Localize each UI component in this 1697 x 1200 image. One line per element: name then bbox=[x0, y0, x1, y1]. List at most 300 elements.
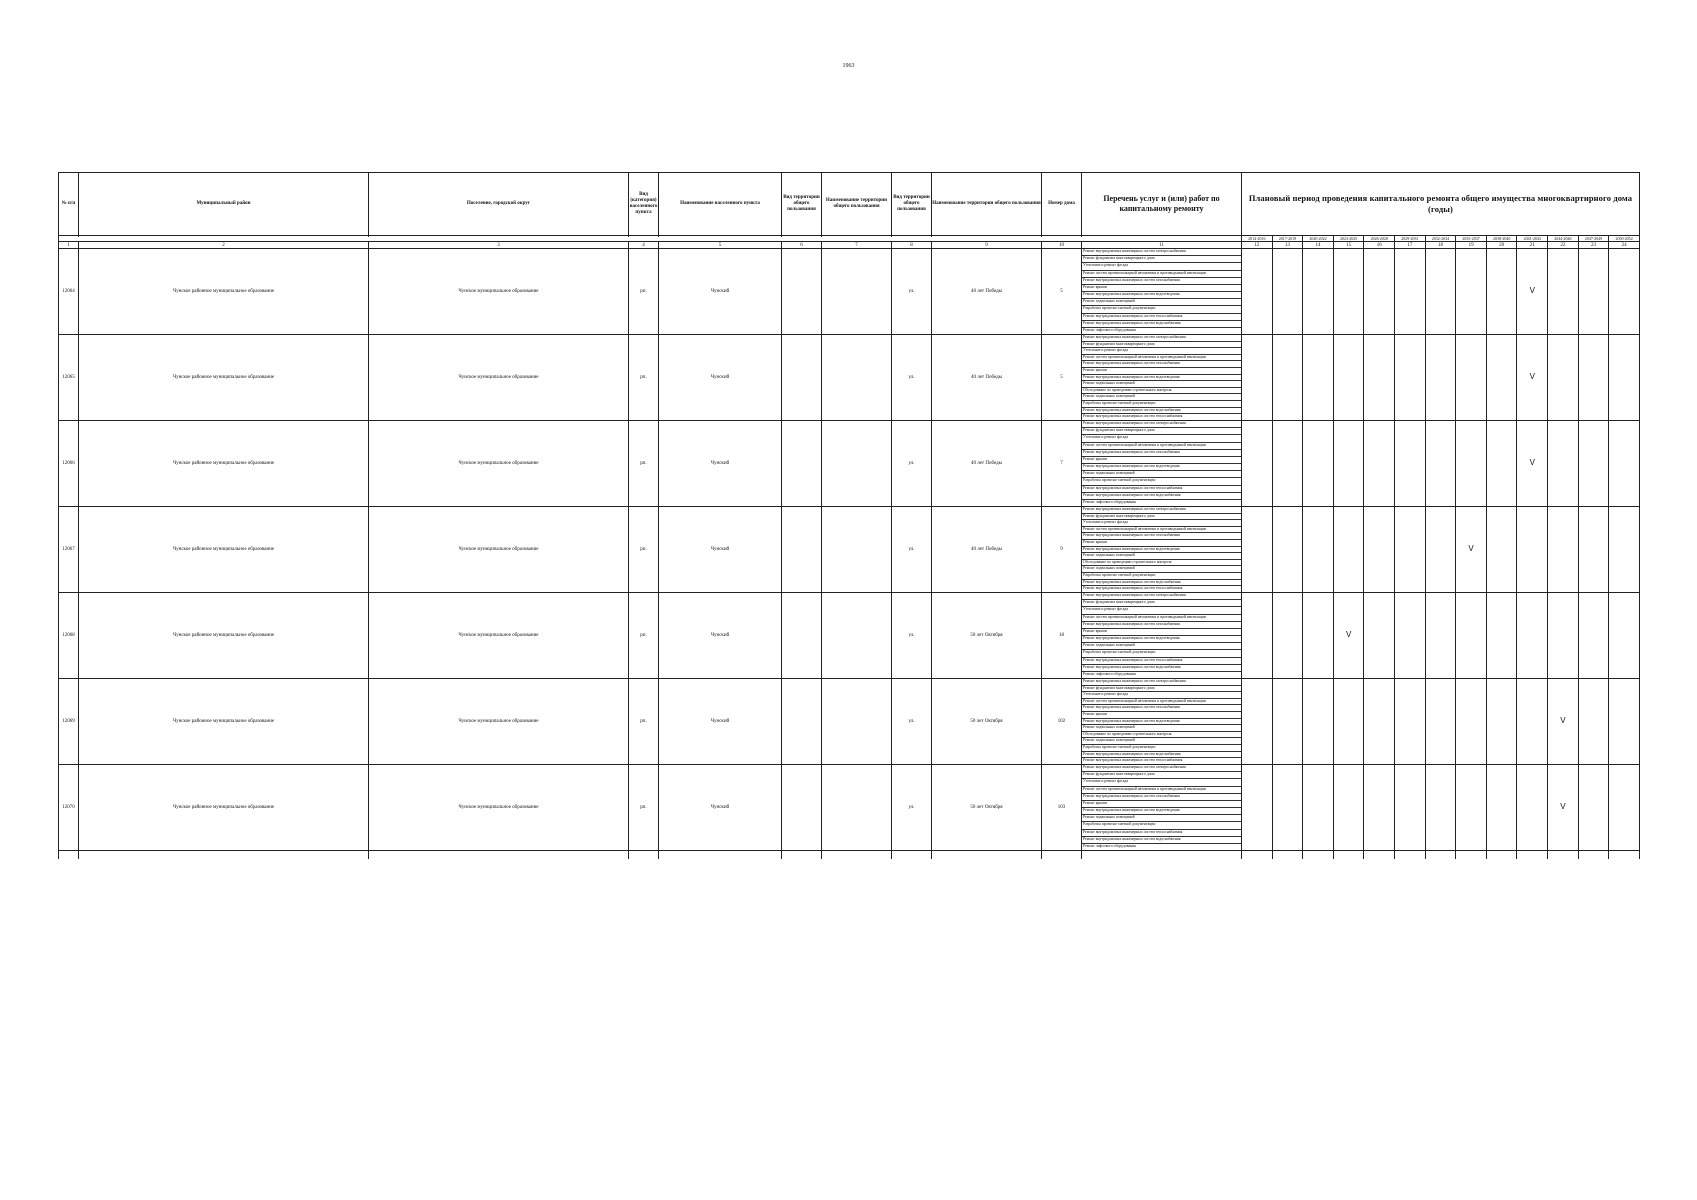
works-item: Ремонт внутридомовых инженерных систем теплоснабжения bbox=[1082, 314, 1241, 321]
continued-cell bbox=[1517, 851, 1548, 860]
works-list bbox=[1082, 249, 1241, 334]
col-number-5: 5 bbox=[659, 242, 782, 249]
period-cell bbox=[1456, 507, 1487, 593]
col-number-12: 12 bbox=[1242, 242, 1273, 249]
continued-cell bbox=[79, 851, 369, 860]
period-cell bbox=[1609, 249, 1640, 335]
period-cell bbox=[1333, 507, 1364, 593]
works-item: Ремонт внутридомовых инженерных систем водоотведения bbox=[1082, 808, 1241, 815]
works-item: Ремонт крыши bbox=[1082, 801, 1241, 808]
works-item: Ремонт фундамента многоквартирного дома bbox=[1082, 342, 1241, 349]
settlement-cell: Чунское муниципальное образование bbox=[369, 765, 629, 851]
territory-name-cell bbox=[822, 765, 892, 851]
works-item: Ремонт внутридомовых инженерных систем теплоснабжения bbox=[1083, 586, 1183, 591]
period-cell bbox=[1303, 421, 1334, 507]
territory-name-cell bbox=[822, 679, 892, 765]
period-cell bbox=[1517, 679, 1548, 765]
works-item: Разработка проектно-сметной документации bbox=[1082, 306, 1241, 313]
col-number-24: 24 bbox=[1609, 242, 1640, 249]
works-item: Ремонт фундамента многоквартирного дома bbox=[1082, 686, 1241, 693]
works-item: Ремонт внутридомовых инженерных систем газоснабжения bbox=[1082, 794, 1241, 801]
period-cell bbox=[1395, 679, 1426, 765]
period-cell bbox=[1303, 593, 1334, 679]
works-item: Ремонт внутридомовых инженерных систем водоотведения bbox=[1082, 292, 1241, 299]
continued-cell bbox=[629, 851, 659, 860]
period-cell bbox=[1333, 679, 1364, 765]
works-item: Ремонт систем противопожарной автоматики и противодымной вентиляции bbox=[1082, 355, 1241, 362]
period-cell bbox=[1609, 679, 1640, 765]
locality-type-cell: рп. bbox=[629, 765, 659, 851]
territory-name-cell bbox=[822, 421, 892, 507]
header-locality-type: Вид (категория) населенного пункта bbox=[629, 173, 659, 236]
header-territory-name: Наименование территории общего пользования bbox=[822, 173, 892, 236]
works-item: Ремонт внутридомовых инженерных систем водоотведения bbox=[1082, 636, 1241, 643]
works-item: Ремонт крыши bbox=[1082, 285, 1241, 292]
district-cell: Чунское районное муниципальное образование bbox=[79, 765, 369, 851]
period-cell bbox=[1242, 507, 1273, 593]
period-cell bbox=[1517, 335, 1548, 421]
works-item: Ремонт систем противопожарной автоматики и противодымной вентиляции bbox=[1082, 271, 1241, 278]
period-cell bbox=[1548, 421, 1579, 507]
continued-cell bbox=[1303, 851, 1334, 860]
territory-type-cell bbox=[782, 421, 822, 507]
settlement-cell: Чунское муниципальное образование bbox=[369, 679, 629, 765]
table-row-continued bbox=[59, 851, 1640, 860]
col-number-20: 20 bbox=[1486, 242, 1517, 249]
period-cell bbox=[1456, 421, 1487, 507]
period-2020-2022: 2020-2022 bbox=[1303, 236, 1334, 242]
period-cell bbox=[1486, 593, 1517, 679]
territory-name2-cell: 50 лет Октября bbox=[932, 679, 1042, 765]
period-cell bbox=[1303, 249, 1334, 335]
repair-mark: V bbox=[1529, 371, 1535, 381]
period-cell bbox=[1364, 421, 1395, 507]
continued-cell bbox=[1042, 851, 1082, 860]
works-item: Ремонт внутридомовых инженерных систем водоотведения bbox=[1082, 719, 1241, 726]
works-item: Ремонт внутридомовых инженерных систем водоснабжения bbox=[1082, 408, 1241, 415]
works-list bbox=[1082, 593, 1241, 678]
header-district: Муниципальный район bbox=[79, 173, 369, 236]
period-cell bbox=[1548, 679, 1579, 765]
territory-type2-cell: ул. bbox=[892, 249, 932, 335]
period-cell bbox=[1303, 765, 1334, 851]
works-item: Разработка проектно-сметной документации bbox=[1082, 573, 1241, 580]
works-cell bbox=[1082, 421, 1242, 507]
works-item: Утепление и ремонт фасада bbox=[1082, 263, 1241, 270]
period-cell bbox=[1548, 593, 1579, 679]
period-cell bbox=[1548, 335, 1579, 421]
period-cell bbox=[1456, 765, 1487, 851]
continued-cell bbox=[1578, 851, 1609, 860]
period-cell bbox=[1517, 249, 1548, 335]
period-cell bbox=[1425, 421, 1456, 507]
period-cell bbox=[1456, 679, 1487, 765]
period-cell bbox=[1517, 765, 1548, 851]
period-cell bbox=[1242, 421, 1273, 507]
period-cell bbox=[1578, 249, 1609, 335]
territory-name-cell bbox=[822, 335, 892, 421]
works-item: Ремонт фундамента многоквартирного дома bbox=[1082, 514, 1241, 521]
table-row bbox=[59, 421, 1640, 507]
period-cell bbox=[1272, 421, 1303, 507]
works-item: Ремонт внутридомовых инженерных систем водоотведения bbox=[1082, 464, 1241, 471]
capital-repair-table bbox=[58, 172, 1640, 859]
continued-cell bbox=[1272, 851, 1303, 860]
header-territory-type2: Вид территории общего пользования bbox=[892, 173, 932, 236]
repair-mark: V bbox=[1560, 715, 1566, 725]
territory-name-cell bbox=[822, 507, 892, 593]
header-works: Перечень услуг и (или) работ по капитальному ремонту bbox=[1082, 173, 1242, 236]
period-cell bbox=[1333, 335, 1364, 421]
works-cell bbox=[1082, 335, 1242, 421]
works-item: Ремонт подвальных помещений bbox=[1082, 725, 1241, 732]
works-item: Ремонт внутридомовых инженерных систем электроснабжения bbox=[1082, 507, 1241, 514]
header-territory-name2: Наименование территории общего пользования bbox=[932, 173, 1042, 236]
period-cell bbox=[1609, 593, 1640, 679]
continued-cell bbox=[659, 851, 782, 860]
territory-type2-cell: ул. bbox=[892, 421, 932, 507]
period-cell bbox=[1364, 249, 1395, 335]
col-number-7: 7 bbox=[822, 242, 892, 249]
period-cell bbox=[1303, 679, 1334, 765]
period-cell bbox=[1272, 335, 1303, 421]
period-cell bbox=[1609, 335, 1640, 421]
works-item: Утепление и ремонт фасада bbox=[1082, 607, 1241, 614]
settlement-cell: Чунское муниципальное образование bbox=[369, 335, 629, 421]
works-item: Ремонт внутридомовых инженерных систем теплоснабжения bbox=[1082, 486, 1241, 493]
col-number-10: 10 bbox=[1042, 242, 1082, 249]
row-number: 12070 bbox=[59, 765, 79, 851]
period-cell bbox=[1272, 249, 1303, 335]
works-cell bbox=[1082, 765, 1242, 851]
period-cell bbox=[1486, 421, 1517, 507]
locality-type-cell: рп. bbox=[629, 593, 659, 679]
repair-mark: V bbox=[1529, 285, 1535, 295]
period-2035-2037: 2035-2037 bbox=[1456, 236, 1487, 242]
period-cell bbox=[1609, 507, 1640, 593]
works-cell bbox=[1082, 679, 1242, 765]
works-item: Разработка проектно-сметной документации bbox=[1082, 822, 1241, 829]
period-cell bbox=[1548, 765, 1579, 851]
territory-type2-cell: ул. bbox=[892, 679, 932, 765]
period-cell bbox=[1333, 593, 1364, 679]
continued-cell bbox=[1456, 851, 1487, 860]
header-num: № п/п bbox=[59, 173, 79, 236]
works-item: Ремонт подвальных помещений bbox=[1082, 815, 1241, 822]
period-2026-2028: 2026-2028 bbox=[1364, 236, 1395, 242]
col-number-16: 16 bbox=[1364, 242, 1395, 249]
header-territory-type: Вид территории общего пользования bbox=[782, 173, 822, 236]
works-item: Ремонт подвальных помещений bbox=[1082, 381, 1241, 388]
territory-name2-cell: 40 лет Победы bbox=[932, 507, 1042, 593]
repair-mark: V bbox=[1345, 629, 1352, 639]
territory-type-cell bbox=[782, 507, 822, 593]
period-cell bbox=[1272, 765, 1303, 851]
table-header bbox=[59, 173, 1640, 249]
repair-mark: V bbox=[1529, 457, 1535, 467]
locality-name-cell: Чунский bbox=[659, 765, 782, 851]
territory-name2-cell: 40 лет Победы bbox=[932, 335, 1042, 421]
works-list bbox=[1082, 679, 1241, 764]
period-2041-2043: 2041-2043 bbox=[1517, 236, 1548, 242]
col-number-8: 8 bbox=[892, 242, 932, 249]
works-item: Ремонт подвальных помещений bbox=[1082, 738, 1241, 745]
period-cell bbox=[1578, 593, 1609, 679]
table-row bbox=[59, 765, 1640, 851]
period-cell bbox=[1303, 335, 1334, 421]
locality-name-cell: Чунский bbox=[659, 249, 782, 335]
period-cell bbox=[1456, 249, 1487, 335]
territory-name-cell bbox=[822, 593, 892, 679]
territory-type2-cell: ул. bbox=[892, 593, 932, 679]
works-item: Ремонт внутридомовых инженерных систем электроснабжения bbox=[1082, 421, 1241, 428]
works-list bbox=[1082, 335, 1241, 420]
works-item: Обследование по проведению строительного контроля bbox=[1082, 388, 1241, 395]
works-item: Ремонт фундамента многоквартирного дома bbox=[1082, 772, 1241, 779]
works-item: Обследование по проведению строительного контроля bbox=[1082, 560, 1241, 567]
district-cell: Чунское районное муниципальное образование bbox=[79, 507, 369, 593]
continued-cell bbox=[1242, 851, 1273, 860]
works-item: Ремонт внутридомовых инженерных систем теплоснабжения bbox=[1082, 658, 1241, 665]
row-number: 12069 bbox=[59, 679, 79, 765]
territory-type-cell bbox=[782, 765, 822, 851]
continued-cell bbox=[1333, 851, 1364, 860]
continued-cell bbox=[1548, 851, 1579, 860]
period-cell bbox=[1609, 421, 1640, 507]
works-item: Ремонт крыши bbox=[1082, 368, 1241, 375]
locality-type-cell: рп. bbox=[629, 421, 659, 507]
period-cell bbox=[1486, 335, 1517, 421]
territory-name2-cell: 50 лет Октября bbox=[932, 765, 1042, 851]
district-cell: Чунское районное муниципальное образование bbox=[79, 593, 369, 679]
period-2038-2040: 2038-2040 bbox=[1486, 236, 1517, 242]
period-cell bbox=[1395, 335, 1426, 421]
header-period: Плановый период проведения капитального ремонта общего имущества многоквартирного дома (годы) bbox=[1242, 173, 1640, 236]
works-item: Ремонт внутридомовых инженерных систем водоснабжения bbox=[1082, 321, 1241, 328]
territory-type2-cell: ул. bbox=[892, 507, 932, 593]
works-item: Разработка проектно-сметной документации bbox=[1082, 745, 1241, 752]
works-item: Разработка проектно-сметной документации bbox=[1082, 478, 1241, 485]
territory-name2-cell: 50 лет Октября bbox=[932, 593, 1042, 679]
continued-cell bbox=[1395, 851, 1426, 860]
period-cell bbox=[1578, 679, 1609, 765]
territory-type-cell bbox=[782, 249, 822, 335]
period-2050-2052: 2050-2052 bbox=[1609, 236, 1640, 242]
works-item: Ремонт фундамента многоквартирного дома bbox=[1082, 256, 1241, 263]
locality-type-cell: рп. bbox=[629, 679, 659, 765]
works-item: Обследование по проведению строительного контроля bbox=[1082, 732, 1241, 739]
period-cell bbox=[1395, 421, 1426, 507]
works-item: Ремонт внутридомовых инженерных систем водоотведения bbox=[1082, 375, 1241, 382]
col-number-22: 22 bbox=[1548, 242, 1579, 249]
period-2023-2025: 2023-2025 bbox=[1333, 236, 1364, 242]
period-cell bbox=[1364, 335, 1395, 421]
works-item: Ремонт внутридомовых инженерных систем теплоснабжения bbox=[1083, 414, 1183, 419]
works-item: Ремонт внутридомовых инженерных систем водоотведения bbox=[1082, 547, 1241, 554]
works-cell bbox=[1082, 593, 1242, 679]
works-item: Ремонт внутридомовых инженерных систем электроснабжения bbox=[1082, 765, 1241, 772]
works-item: Ремонт внутридомовых инженерных систем водоснабжения bbox=[1082, 837, 1241, 844]
settlement-cell: Чунское муниципальное образование bbox=[369, 593, 629, 679]
period-cell bbox=[1486, 507, 1517, 593]
locality-name-cell: Чунский bbox=[659, 593, 782, 679]
house-number-cell: 18 bbox=[1042, 593, 1082, 679]
period-cell bbox=[1517, 593, 1548, 679]
period-cell bbox=[1242, 765, 1273, 851]
works-item: Ремонт систем противопожарной автоматики и противодымной вентиляции bbox=[1082, 443, 1241, 450]
header-house-num: Номер дома bbox=[1042, 173, 1082, 236]
works-item: Утепление и ремонт фасада bbox=[1082, 520, 1241, 527]
house-number-cell: 103 bbox=[1042, 765, 1082, 851]
period-cell bbox=[1364, 507, 1395, 593]
repair-mark: V bbox=[1560, 801, 1566, 811]
works-item: Ремонт фундамента многоквартирного дома bbox=[1082, 600, 1241, 607]
period-2032-2034: 2032-2034 bbox=[1425, 236, 1456, 242]
period-cell bbox=[1517, 507, 1548, 593]
works-item: Ремонт внутридомовых инженерных систем газоснабжения bbox=[1082, 705, 1241, 712]
works-item: Ремонт внутридомовых инженерных систем водоснабжения bbox=[1082, 752, 1241, 759]
period-cell bbox=[1333, 421, 1364, 507]
period-cell bbox=[1364, 679, 1395, 765]
period-cell bbox=[1578, 335, 1609, 421]
col-number-1: 1 bbox=[59, 242, 79, 249]
territory-type2-cell: ул. bbox=[892, 765, 932, 851]
works-item: Ремонт систем противопожарной автоматики и противодымной вентиляции bbox=[1082, 615, 1241, 622]
continued-cell bbox=[1609, 851, 1640, 860]
works-item: Ремонт крыши bbox=[1082, 540, 1241, 547]
period-cell bbox=[1486, 679, 1517, 765]
col-number-18: 18 bbox=[1425, 242, 1456, 249]
period-cell bbox=[1578, 765, 1609, 851]
works-item: Ремонт систем противопожарной автоматики и противодымной вентиляции bbox=[1082, 787, 1241, 794]
territory-type-cell bbox=[782, 593, 822, 679]
works-list bbox=[1082, 765, 1241, 850]
works-item: Ремонт внутридомовых инженерных систем газоснабжения bbox=[1082, 278, 1241, 285]
works-item: Утепление и ремонт фасада bbox=[1082, 692, 1241, 699]
period-cell bbox=[1548, 249, 1579, 335]
works-item: Утепление и ремонт фасада bbox=[1082, 348, 1241, 355]
col-number-17: 17 bbox=[1395, 242, 1426, 249]
period-cell bbox=[1425, 679, 1456, 765]
works-item: Ремонт подвальных помещений bbox=[1082, 394, 1241, 401]
continued-cell bbox=[59, 851, 79, 860]
locality-type-cell: рп. bbox=[629, 249, 659, 335]
settlement-cell: Чунское муниципальное образование bbox=[369, 249, 629, 335]
works-item: Утепление и ремонт фасада bbox=[1082, 435, 1241, 442]
period-cell bbox=[1333, 249, 1364, 335]
repair-mark: V bbox=[1468, 543, 1474, 553]
col-number-19: 19 bbox=[1456, 242, 1487, 249]
page-number: 1963 bbox=[842, 63, 855, 69]
works-item: Ремонт подвальных помещений bbox=[1082, 471, 1241, 478]
period-cell bbox=[1303, 507, 1334, 593]
house-number-cell: 5 bbox=[1042, 335, 1082, 421]
col-number-21: 21 bbox=[1517, 242, 1548, 249]
works-item: Ремонт крыши bbox=[1082, 712, 1241, 719]
period-cell bbox=[1395, 765, 1426, 851]
house-number-cell: 102 bbox=[1042, 679, 1082, 765]
works-item: Ремонт внутридомовых инженерных систем газоснабжения bbox=[1082, 450, 1241, 457]
col-number-3: 3 bbox=[369, 242, 629, 249]
works-item: Ремонт систем противопожарной автоматики и противодымной вентиляции bbox=[1082, 527, 1241, 534]
period-cell bbox=[1425, 593, 1456, 679]
works-item: Ремонт подвальных помещений bbox=[1082, 566, 1241, 573]
col-number-15: 15 bbox=[1333, 242, 1364, 249]
works-item: Ремонт внутридомовых инженерных систем водоснабжения bbox=[1082, 665, 1241, 672]
works-cell bbox=[1082, 249, 1242, 335]
period-cell bbox=[1364, 765, 1395, 851]
territory-name2-cell: 40 лет Победы bbox=[932, 249, 1042, 335]
works-item: Ремонт подвальных помещений bbox=[1082, 643, 1241, 650]
territory-type-cell bbox=[782, 335, 822, 421]
period-2014-2016: 2014-2016 bbox=[1242, 236, 1273, 242]
continued-cell bbox=[369, 851, 629, 860]
works-item: Ремонт систем противопожарной автоматики и противодымной вентиляции bbox=[1082, 699, 1241, 706]
works-item: Ремонт внутридомовых инженерных систем электроснабжения bbox=[1082, 593, 1241, 600]
row-number: 12068 bbox=[59, 593, 79, 679]
header-locality-name: Наименование населенного пункта bbox=[659, 173, 782, 236]
works-item: Ремонт подвальных помещений bbox=[1082, 553, 1241, 560]
territory-type-cell bbox=[782, 679, 822, 765]
period-cell bbox=[1486, 765, 1517, 851]
continued-cell bbox=[1425, 851, 1456, 860]
house-number-cell: 9 bbox=[1042, 507, 1082, 593]
continued-cell bbox=[1364, 851, 1395, 860]
works-item: Ремонт внутридомовых инженерных систем теплоснабжения bbox=[1083, 758, 1183, 763]
col-number-2: 2 bbox=[79, 242, 369, 249]
period-cell bbox=[1395, 507, 1426, 593]
works-item: Ремонт крыши bbox=[1082, 629, 1241, 636]
period-cell bbox=[1242, 593, 1273, 679]
period-cell bbox=[1272, 593, 1303, 679]
row-number: 12065 bbox=[59, 335, 79, 421]
period-cell bbox=[1486, 249, 1517, 335]
works-cell bbox=[1082, 507, 1242, 593]
table-row bbox=[59, 335, 1640, 421]
table-row bbox=[59, 507, 1640, 593]
continued-cell bbox=[932, 851, 1042, 860]
works-item: Ремонт внутридомовых инженерных систем водоснабжения bbox=[1082, 580, 1241, 587]
works-item: Ремонт внутридомовых инженерных систем электроснабжения bbox=[1082, 249, 1241, 256]
table-body bbox=[59, 249, 1640, 860]
locality-type-cell: рп. bbox=[629, 507, 659, 593]
works-item: Ремонт внутридомовых инженерных систем водоснабжения bbox=[1082, 493, 1241, 500]
period-2017-2019: 2017-2019 bbox=[1272, 236, 1303, 242]
period-cell bbox=[1456, 335, 1487, 421]
works-item: Утепление и ремонт фасада bbox=[1082, 779, 1241, 786]
period-cell bbox=[1425, 765, 1456, 851]
locality-name-cell: Чунский bbox=[659, 335, 782, 421]
settlement-cell: Чунское муниципальное образование bbox=[369, 421, 629, 507]
col-number-13: 13 bbox=[1272, 242, 1303, 249]
continued-cell bbox=[822, 851, 892, 860]
works-item: Ремонт лифтового оборудования bbox=[1083, 499, 1136, 504]
continued-cell bbox=[1486, 851, 1517, 860]
period-cell bbox=[1425, 249, 1456, 335]
continued-cell bbox=[782, 851, 822, 860]
settlement-cell: Чунское муниципальное образование bbox=[369, 507, 629, 593]
period-cell bbox=[1609, 765, 1640, 851]
period-cell bbox=[1395, 593, 1426, 679]
header-settlement: Поселение, городской округ bbox=[369, 173, 629, 236]
works-item: Разработка проектно-сметной документации bbox=[1082, 650, 1241, 657]
locality-name-cell: Чунский bbox=[659, 679, 782, 765]
locality-name-cell: Чунский bbox=[659, 421, 782, 507]
period-cell bbox=[1578, 507, 1609, 593]
works-item: Ремонт лифтового оборудования bbox=[1083, 671, 1136, 676]
works-item: Ремонт подвальных помещений bbox=[1082, 299, 1241, 306]
house-number-cell: 7 bbox=[1042, 421, 1082, 507]
